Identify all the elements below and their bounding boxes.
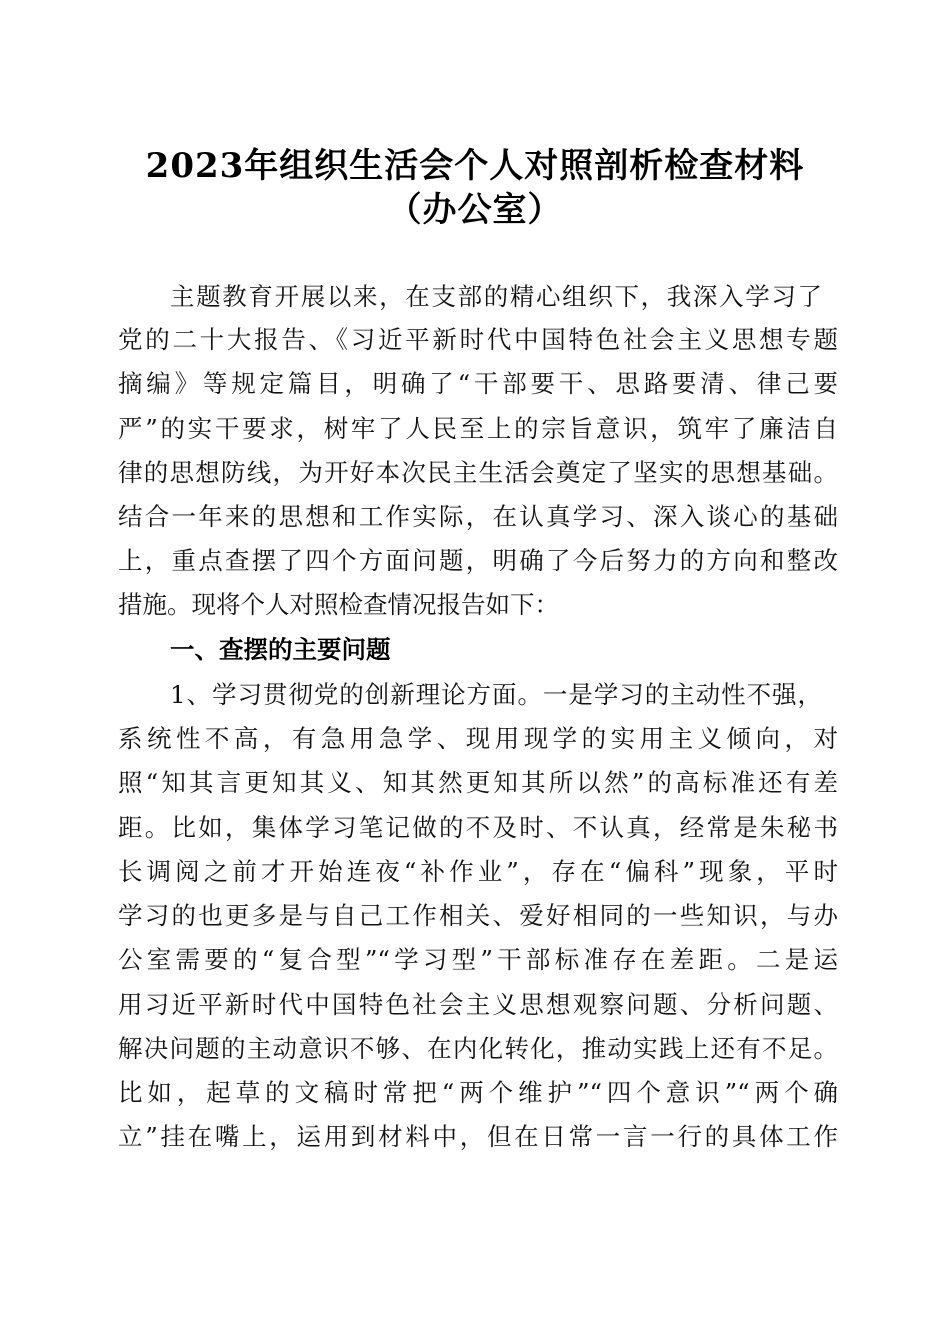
paragraph-line: 比如，起草的文稿时常把“两个维护”“四个意识”“两个确: [118, 1078, 838, 1107]
paragraph-line: 照“知其言更知其义、知其然更知其所以然”的高标准还有差: [118, 768, 838, 797]
paragraph-line: 立”挂在嘴上，运用到材料中，但在日常一言一行的具体工作: [118, 1122, 838, 1151]
paragraph-line: 措施。现将个人对照检查情况报告如下：: [118, 590, 559, 619]
paragraph-line: 距。比如，集体学习笔记做的不及时、不认真，经常是朱秘书: [118, 813, 838, 842]
document-subtitle: （办公室）: [387, 190, 563, 230]
paragraph-line: 上，重点查摆了四个方面问题，明确了今后努力的方向和整改: [118, 546, 838, 575]
section-heading: 一、查摆的主要问题: [170, 635, 391, 664]
paragraph-line: 学习的也更多是与自己工作相关、爱好相同的一些知识，与办: [118, 901, 838, 930]
paragraph-line: 1、学习贯彻党的创新理论方面。一是学习的主动性不强，: [170, 680, 822, 709]
document-title: 2023年组织生活会个人对照剖析检查材料: [145, 146, 805, 186]
paragraph-line: 律的思想防线，为开好本次民主生活会奠定了坚实的思想基础。: [118, 458, 838, 487]
paragraph-line: 严”的实干要求，树牢了人民至上的宗旨意识，筑牢了廉洁自: [118, 414, 838, 443]
paragraph-line: 党的二十大报告、《习近平新时代中国特色社会主义思想专题: [118, 325, 838, 354]
paragraph-line: 长调阅之前才开始连夜“补作业”，存在“偏科”现象，平时: [118, 857, 838, 886]
paragraph-line: 结合一年来的思想和工作实际，在认真学习、深入谈心的基础: [118, 502, 838, 531]
paragraph-line: 用习近平新时代中国特色社会主义思想观察问题、分析问题、: [118, 990, 838, 1019]
paragraph-line: 解决问题的主动意识不够、在内化转化，推动实践上还有不足。: [118, 1034, 838, 1063]
paragraph-line: 摘编》等规定篇目，明确了“干部要干、思路要清、律己要: [118, 369, 838, 398]
paragraph-line: 系统性不高，有急用急学、现用现学的实用主义倾向，对: [118, 724, 838, 753]
paragraph-line: 主题教育开展以来，在支部的精心组织下，我深入学习了: [170, 282, 822, 311]
paragraph-line: 公室需要的“复合型”“学习型”干部标准存在差距。二是运: [118, 945, 838, 974]
